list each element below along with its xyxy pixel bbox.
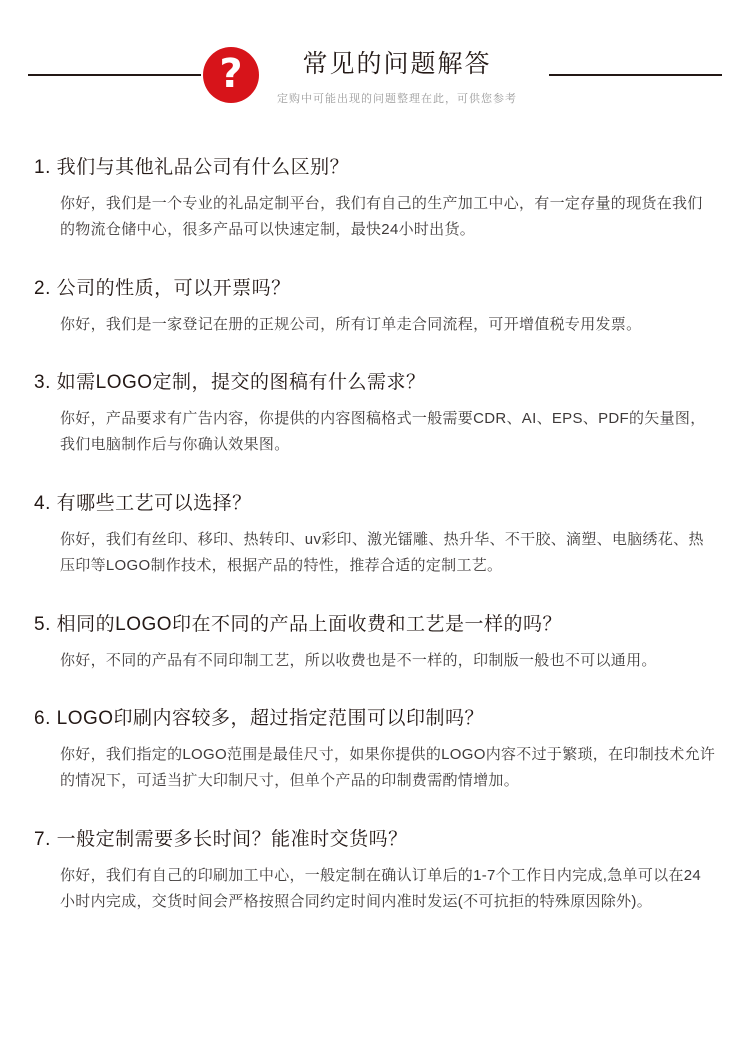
faq-question: 3. 如需LOGO定制，提交的图稿有什么需求？: [34, 372, 426, 394]
faq-item: [34, 367, 716, 458]
faq-answer: 你好，我们是一家登记在册的正规公司，所有订单走合同流程，可开增值税专用发票。: [60, 315, 642, 333]
page-header: [0, 0, 750, 120]
header-rule-right: [549, 74, 722, 76]
page-subtitle: 定购中可能出现的问题整理在此，可供您参考: [277, 93, 517, 105]
faq-item: [34, 152, 716, 243]
faq-list: [0, 120, 750, 985]
faq-question: 5. 相同的LOGO印在不同的产品上面收费和工艺是一样的吗？: [34, 613, 563, 635]
faq-item: [34, 609, 716, 674]
faq-item: [34, 488, 716, 579]
faq-answer: 你好，不同的产品有不同印制工艺，所以收费也是不一样的，印制版一般也不可以通用。: [60, 651, 657, 669]
faq-question: 4. 有哪些工艺可以选择？: [34, 492, 252, 514]
page-title: 常见的问题解答: [302, 50, 492, 78]
faq-answer: 你好，我们有自己的印刷加工中心，一般定制在确认订单后的1-7个工作日内完成,急单可以在24小时内完成，交货时间会严格按照合同约定时间内准时发运(不可抗拒的特殊原因除外)。: [60, 866, 702, 910]
faq-item: [34, 703, 716, 794]
question-mark-circle-icon: ?: [203, 47, 259, 103]
faq-item: [34, 273, 716, 338]
faq-answer: 你好，产品要求有广告内容，你提供的内容图稿格式一般需要CDR、AI、EPS、PDF的矢量图，我们电脑制作后与你确认效果图。: [60, 410, 706, 454]
header-title-block: [259, 44, 535, 106]
faq-item: [34, 824, 716, 915]
header-rule-left: [28, 74, 201, 76]
faq-answer: 你好，我们是一个专业的礼品定制平台，我们有自己的生产加工中心，有一定存量的现货在我们的物流仓储中心，很多产品可以快速定制，最快24小时出货。: [60, 195, 703, 238]
faq-question: 6. LOGO印刷内容较多，超过指定范围可以印制吗？: [34, 708, 485, 730]
header-inner: [0, 44, 750, 106]
faq-question: 2. 公司的性质，可以开票吗？: [34, 277, 291, 299]
faq-question: 7. 一般定制需要多长时间？能准时交货吗？: [34, 828, 408, 850]
faq-question: 1. 我们与其他礼品公司有什么区别？: [34, 157, 350, 178]
faq-answer: 你好，我们有丝印、移印、热转印、uv彩印、激光镭雕、热升华、不干胶、滴塑、电脑绣花、热压印等LOGO制作技术，根据产品的特性，推荐合适的定制工艺。: [60, 530, 704, 574]
faq-answer: 你好，我们指定的LOGO范围是最佳尺寸，如果你提供的LOGO内容不过于繁琐，在印制技术允许的情况下，可适当扩大印制尺寸，但单个产品的印制费需酌情增加。: [60, 746, 716, 790]
